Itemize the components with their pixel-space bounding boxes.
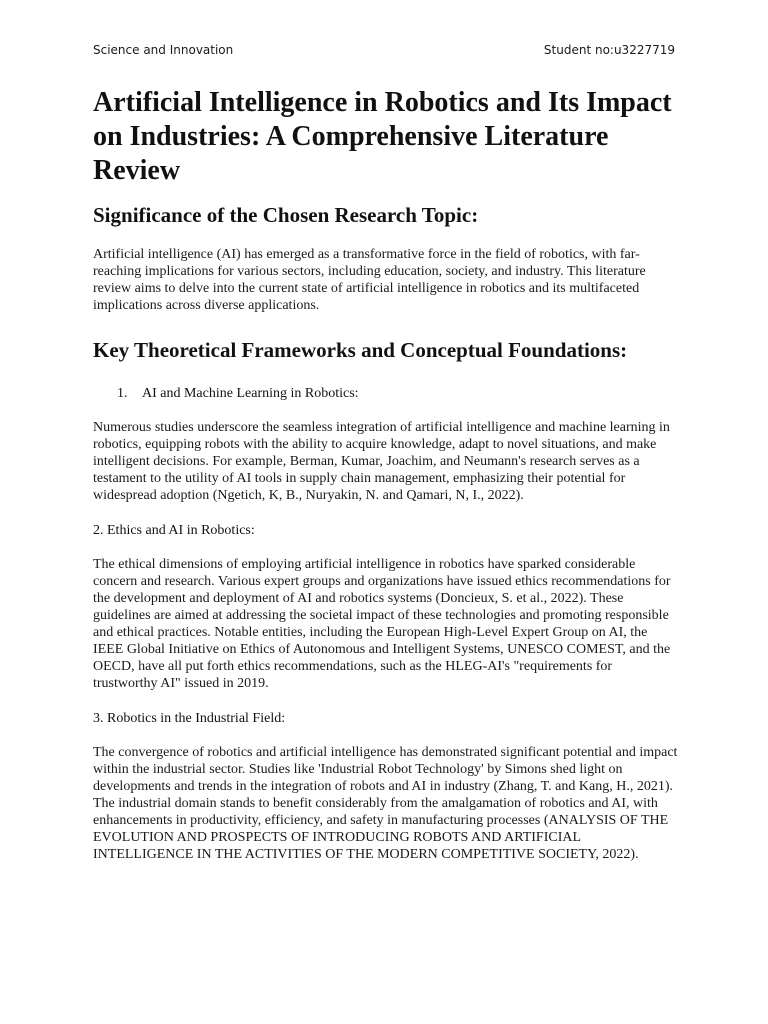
industrial-paragraph: The convergence of robotics and artificial intelligence has demonstrated significant potential and impact within the industrial sector. Studies like 'Industrial Robot Technology' by Simons shed light on developments and trends in the integration of robots and AI in industry (Zhang, T. and Kang, H., 2021). The industrial domain stands to benefit considerably from the amalgamation of robotics and AI, with enhancements in productivity, efficiency, and safety in manufacturing processes (ANALYSIS OF THE EVOLUTION AND PROSPECTS OF INTRODUCING ROBOTS AND ARTIFICIAL INTELLIGENCE IN THE ACTIVITIES OF THE MODERN COMPETITIVE SOCIETY, 2022). [93,745,678,862]
header-student-number: Student no:u3227719 [543,43,675,57]
subheading-industrial: 3. Robotics in the Industrial Field: [93,711,286,726]
document-title: Artificial Intelligence in Robotics and Its Impact on Industries: A Comprehensive Literature Review [93,87,672,186]
document-body [93,86,678,863]
page-header [93,43,675,57]
significance-paragraph: Artificial intelligence (AI) has emerged as a transformative force in the field of robotics, with far-reaching implications for various sectors, including education, society, and industry. This literature review aims to delve into the current state of artificial intelligence in robotics and its multifaceted implications across diverse applications. [93,247,646,313]
numbered-list-item [93,385,678,402]
subheading-ai-ml: AI and Machine Learning in Robotics: [142,386,359,401]
ai-ml-paragraph: Numerous studies underscore the seamless integration of artificial intelligence and machine learning in robotics, equipping robots with the ability to acquire knowledge, adapt to novel situations, and make intelligent decisions. For example, Berman, Kumar, Joachim, and Neumann's research serves as a testament to the utility of AI tools in supply chain management, emphasizing their potential for widespread adoption (Ngetich, K, B., Nuryakin, N. and Qamari, N, I., 2022). [93,420,670,503]
header-course: Science and Innovation [93,43,234,57]
subheading-ethics: 2. Ethics and AI in Robotics: [93,523,255,538]
section-heading-frameworks: Key Theoretical Frameworks and Conceptual Foundations: [93,338,628,362]
ethics-paragraph: The ethical dimensions of employing artificial intelligence in robotics have sparked considerable concern and research. Various expert groups and organizations have issued ethics recommendations for the development and deployment of AI and robotics systems (Doncieux, S. et al., 2022). These guidelines are aimed at addressing the societal impact of these technologies and promoting responsible and ethical practices. Notable entities, including the European High-Level Expert Group on AI, the IEEE Global Initiative on Ethics of Autonomous and Intelligent Systems, UNESCO COMEST, and the OECD, have all put forth ethics recommendations, such as the HLEG-AI's "requirements for trustworthy AI" issued in 2019. [93,557,671,691]
section-heading-significance: Significance of the Chosen Research Topic: [93,203,479,227]
list-number: 1. [117,386,128,401]
